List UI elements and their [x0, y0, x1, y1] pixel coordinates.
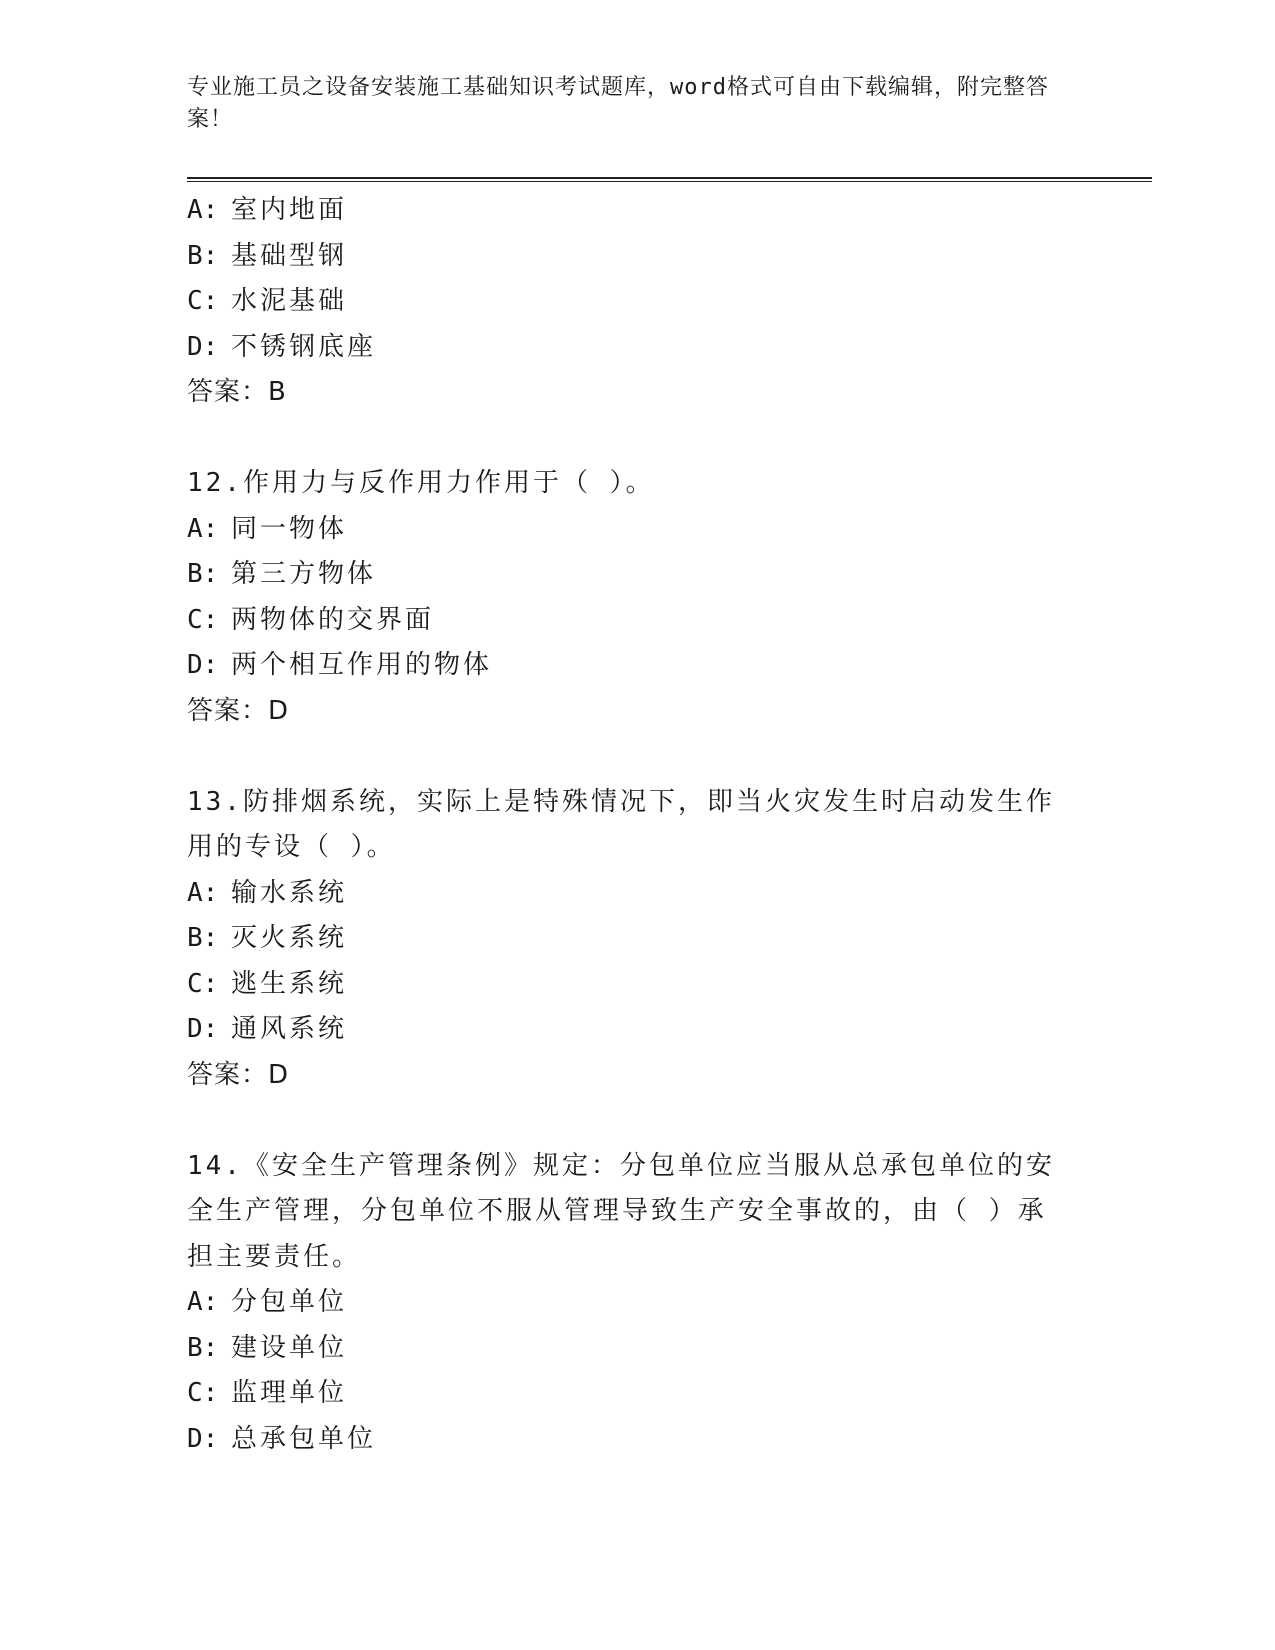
option-c: C: 监理单位 — [187, 1378, 348, 1408]
spacer — [187, 734, 1067, 780]
option-c: C: 水泥基础 — [187, 286, 348, 316]
question-13 — [187, 780, 1067, 1099]
divider-thick-line — [187, 177, 1152, 179]
answer: 答案：D — [187, 1059, 290, 1090]
option-b: B: 建设单位 — [187, 1332, 348, 1363]
answer: 答案：B — [187, 377, 287, 407]
question-11 — [187, 188, 1067, 416]
question-list — [187, 188, 1067, 1462]
question-text: 13.防排烟系统，实际上是特殊情况下，即当火灾发生时启动发生作用的专设（ ）。 — [187, 786, 1055, 862]
option-a: A: 输水系统 — [187, 877, 348, 908]
divider-thin-line — [187, 181, 1152, 182]
option-a: A: 分包单位 — [187, 1287, 348, 1317]
option-c: C: 逃生系统 — [187, 968, 348, 999]
question-text: 14.《安全生产管理条例》规定：分包单位应当服从总承包单位的安全生产管理，分包单位不服从管理导致生产安全事故的，由（ ）承担主要责任。 — [187, 1150, 1055, 1272]
spacer — [187, 1098, 1067, 1144]
document-header: 专业施工员之设备安装施工基础知识考试题库，word格式可自由下载编辑，附完整答案！ — [187, 75, 1049, 132]
option-a: A: 同一物体 — [187, 513, 348, 544]
option-b: B: 基础型钢 — [187, 240, 348, 271]
option-d: D: 不锈钢底座 — [187, 331, 377, 362]
option-b: B: 灭火系统 — [187, 923, 348, 953]
option-d: D: 总承包单位 — [187, 1423, 377, 1454]
option-a: A: 室内地面 — [187, 195, 348, 225]
header-divider — [187, 177, 1152, 183]
option-b: B: 第三方物体 — [187, 559, 377, 589]
option-c: C: 两物体的交界面 — [187, 604, 435, 635]
spacer — [187, 416, 1067, 462]
question-14 — [187, 1144, 1067, 1463]
question-text: 12.作用力与反作用力作用于（ ）。 — [187, 468, 655, 498]
option-d: D: 通风系统 — [187, 1014, 348, 1044]
answer: 答案：D — [187, 695, 290, 726]
question-12 — [187, 461, 1067, 734]
option-d: D: 两个相互作用的物体 — [187, 650, 493, 680]
